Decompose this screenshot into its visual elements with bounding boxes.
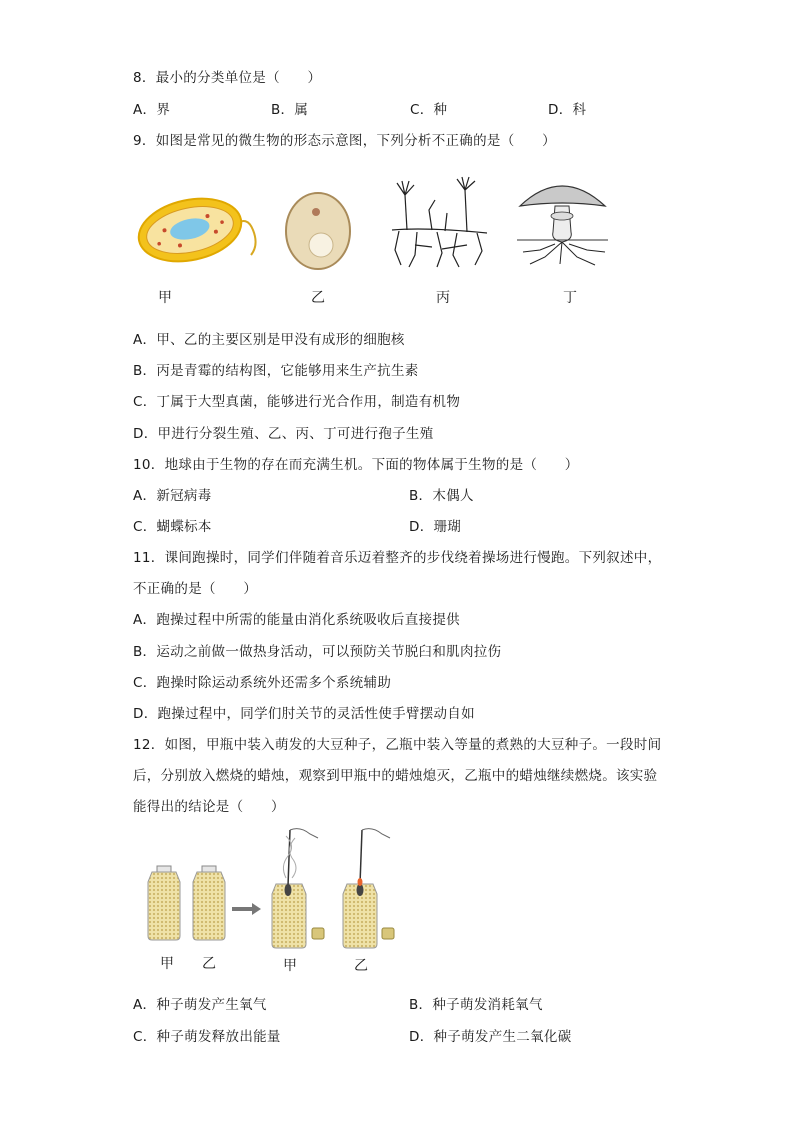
q8-stem: 8．最小的分类单位是（ ） [133, 70, 322, 86]
q10-option-c: C．蝴蝶标本 [133, 519, 212, 535]
q11-stem-line2: 不正确的是（ ） [133, 581, 258, 597]
q12-option-a: A．种子萌发产生氧气 [133, 997, 267, 1013]
q8-option-a: A．界 [133, 102, 171, 118]
q10-option-a: A．新冠病毒 [133, 488, 212, 504]
q12-option-d: D．种子萌发产生二氧化碳 [409, 1029, 572, 1045]
q12-label-jia-2: 甲 [283, 958, 297, 974]
mushroom-figure [515, 172, 610, 270]
q10-stem: 10．地球由于生物的存在而充满生机。下面的物体属于生物的是（ ） [133, 457, 579, 473]
q11-option-d: D．跑操过程中，同学们肘关节的灵活性使手臂摆动自如 [133, 706, 475, 722]
q9-stem: 9．如图是常见的微生物的形态示意图，下列分析不正确的是（ ） [133, 133, 556, 149]
q9-label-yi: 乙 [311, 290, 325, 306]
q12-option-c: C．种子萌发释放出能量 [133, 1029, 281, 1045]
q11-stem-line1: 11．课间跑操时，同学们伴随着音乐迈着整齐的步伐绕着操场进行慢跑。下列叙述中， [133, 550, 662, 566]
q9-option-b: B．丙是青霉的结构图，它能够用来生产抗生素 [133, 363, 419, 379]
penicillium-figure [387, 175, 492, 270]
bacterium-figure [135, 185, 265, 275]
q12-label-yi-1: 乙 [202, 956, 216, 972]
q12-option-b: B．种子萌发消耗氧气 [409, 997, 543, 1013]
q8-option-c: C．种 [410, 102, 448, 118]
q9-option-c: C．丁属于大型真菌，能够进行光合作用，制造有机物 [133, 394, 461, 410]
q12-stem-line1: 12．如图，甲瓶中装入萌发的大豆种子，乙瓶中装入等量的煮熟的大豆种子。一段时间 [133, 737, 662, 753]
seed-bottle-experiment-figure [140, 828, 405, 953]
q9-label-jia: 甲 [158, 290, 172, 306]
q12-stem-line2: 后，分别放入燃烧的蜡烛，观察到甲瓶中的蜡烛熄灭，乙瓶中的蜡烛继续燃烧。该实验 [133, 768, 658, 784]
q8-option-d: D．科 [548, 102, 587, 118]
q11-option-c: C．跑操时除运动系统外还需多个系统辅助 [133, 675, 392, 691]
q8-option-b: B．属 [271, 102, 309, 118]
q12-label-jia-1: 甲 [160, 956, 174, 972]
q9-label-ding: 丁 [563, 290, 577, 306]
q11-option-a: A．跑操过程中所需的能量由消化系统吸收后直接提供 [133, 612, 460, 628]
yeast-figure [283, 190, 353, 272]
q10-option-d: D．珊瑚 [409, 519, 462, 535]
q9-option-a: A．甲、乙的主要区别是甲没有成形的细胞核 [133, 332, 405, 348]
q12-stem-line3: 能得出的结论是（ ） [133, 799, 285, 815]
q11-option-b: B．运动之前做一做热身活动，可以预防关节脱臼和肌肉拉伤 [133, 644, 502, 660]
q9-option-d: D．甲进行分裂生殖、乙、丙、丁可进行孢子生殖 [133, 426, 434, 442]
q10-option-b: B．木偶人 [409, 488, 474, 504]
q9-label-bing: 丙 [436, 290, 450, 306]
q12-label-yi-2: 乙 [354, 958, 368, 974]
